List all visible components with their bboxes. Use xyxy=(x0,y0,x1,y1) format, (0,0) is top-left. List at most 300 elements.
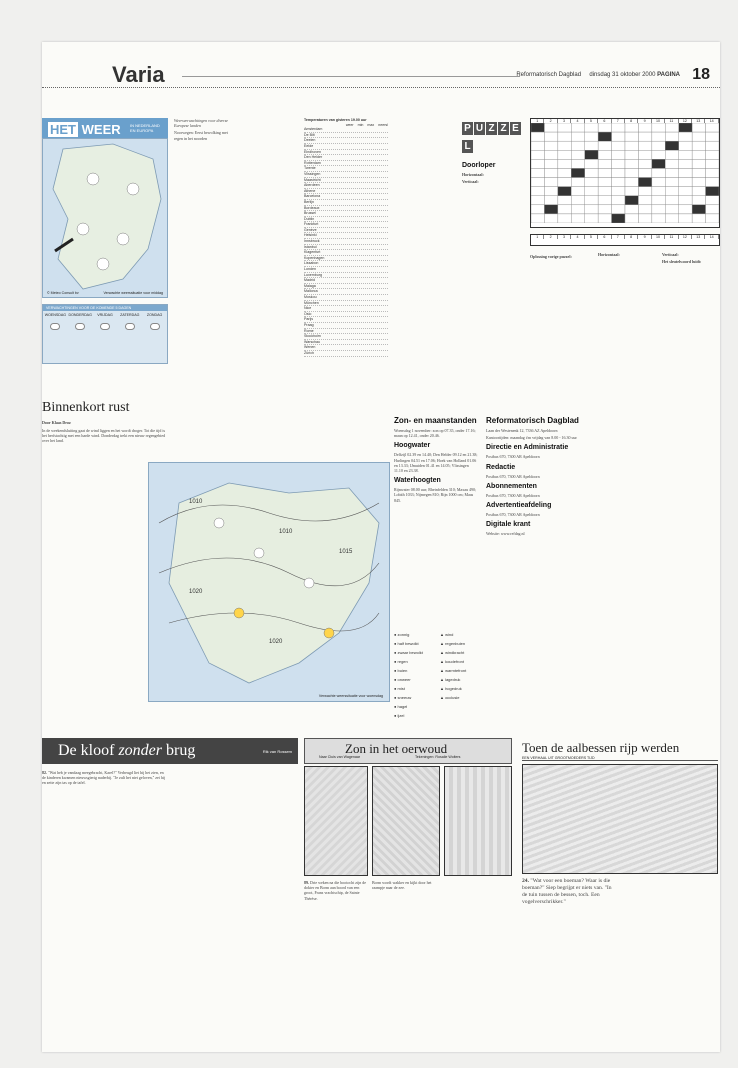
puzzle-title-letter: P xyxy=(462,122,473,135)
cloud-icon xyxy=(150,323,160,330)
children-text-2 xyxy=(624,878,718,1050)
forecast-day: ZONDAG xyxy=(142,311,167,336)
grid-cell xyxy=(571,196,584,205)
grid-cell xyxy=(638,214,651,223)
grid-cell xyxy=(598,196,611,205)
grid-cell xyxy=(571,187,584,196)
grid-number: 12 xyxy=(679,119,692,123)
grid-number: 2 xyxy=(544,235,557,239)
grid-number: 6 xyxy=(598,235,611,239)
grid-cell xyxy=(692,132,705,141)
sun-icon xyxy=(324,628,334,638)
grid-cell xyxy=(612,141,625,150)
grid-cell xyxy=(571,123,584,132)
city-row: Aberdeen xyxy=(304,183,388,189)
grid-cell xyxy=(665,168,678,177)
grid-cell xyxy=(625,214,638,223)
comic-title: Zon in het oerwoud xyxy=(345,741,448,756)
serial-author: Rik van Rossem xyxy=(262,749,292,754)
grid-cell xyxy=(585,196,598,205)
grid-cell xyxy=(558,159,571,168)
grid-cell xyxy=(612,178,625,187)
puzzle-title xyxy=(462,118,522,152)
grid-cell xyxy=(665,159,678,168)
city-row: Istanbul xyxy=(304,245,388,251)
city-row: Stockholm xyxy=(304,334,388,340)
grid-cell xyxy=(706,178,719,187)
grid-cell xyxy=(665,187,678,196)
grid-cell xyxy=(625,123,638,132)
city-row: Brussel xyxy=(304,211,388,217)
legend-item: ▲ warmtefront xyxy=(440,668,467,673)
grid-number: 12 xyxy=(679,235,692,239)
grid-cell xyxy=(679,214,692,223)
grid-cell xyxy=(585,123,598,132)
section-title: Varia xyxy=(112,62,165,87)
city-row: Nice xyxy=(304,306,388,312)
grid-cell xyxy=(652,187,665,196)
grid-cell xyxy=(638,123,651,132)
city-row: Helsinki xyxy=(304,233,388,239)
grid-cell xyxy=(638,196,651,205)
weather-headline: Binnenkort rust xyxy=(42,400,130,415)
grid-cell xyxy=(665,196,678,205)
grid-cell xyxy=(638,168,651,177)
grid-cell xyxy=(679,196,692,205)
city-row: Maastricht xyxy=(304,178,388,184)
city-row: Mallorca xyxy=(304,289,388,295)
puzzle-clues-2: Oplossing vorige puzzel: xyxy=(530,254,572,259)
city-row: Wenen xyxy=(304,345,388,351)
europe-map-svg xyxy=(149,463,389,701)
grid-cell xyxy=(544,214,557,223)
city-row: De Bilt xyxy=(304,133,388,139)
grid-cell xyxy=(652,168,665,177)
grid-cell xyxy=(625,196,638,205)
city-row: Oslo xyxy=(304,312,388,318)
grid-cell xyxy=(706,159,719,168)
masthead xyxy=(42,42,720,88)
cloud-icon xyxy=(125,323,135,330)
sleutelwoord-strip xyxy=(530,234,720,246)
grid-cell xyxy=(571,159,584,168)
grid-cell xyxy=(612,168,625,177)
grid-cell xyxy=(531,196,544,205)
grid-cell xyxy=(558,205,571,214)
cloud-icon xyxy=(214,518,224,528)
grid-cell xyxy=(585,159,598,168)
grid-number: 5 xyxy=(585,119,598,123)
city-row: Luxemburg xyxy=(304,273,388,279)
grid-cell xyxy=(652,132,665,141)
forecast-day: WOENSDAG xyxy=(43,311,68,336)
grid-cell xyxy=(612,196,625,205)
grid-cell xyxy=(665,150,678,159)
cloud-icon xyxy=(127,183,139,195)
grid-cell xyxy=(692,159,705,168)
grid-cell xyxy=(598,159,611,168)
netherlands-weather-map xyxy=(42,138,168,298)
europe-text-col-1: Weersverwachtingen voor diverse Europese landen Noorwegen: Eerst bewolking met regen in het noorden xyxy=(174,118,229,141)
colofon-title: Reformatorisch Dagblad xyxy=(486,416,579,425)
grid-cell xyxy=(625,159,638,168)
grid-cell xyxy=(531,141,544,150)
city-row: Moskou xyxy=(304,295,388,301)
grid-cell xyxy=(531,123,544,132)
grid-number: 14 xyxy=(705,119,718,123)
grid-cell xyxy=(558,214,571,223)
five-day-forecast xyxy=(42,304,168,364)
grid-cell xyxy=(706,150,719,159)
grid-number: 11 xyxy=(665,119,678,123)
grid-cell xyxy=(585,150,598,159)
grid-cell xyxy=(558,141,571,150)
newspaper-page xyxy=(42,42,720,1052)
grid-cell xyxy=(692,178,705,187)
grid-cell xyxy=(706,141,719,150)
grid-cell xyxy=(544,196,557,205)
comic-panel-2 xyxy=(372,766,440,876)
puzzle-name: Doorloper xyxy=(462,162,496,169)
grid-cell xyxy=(679,132,692,141)
grid-cell xyxy=(571,205,584,214)
grid-cell xyxy=(598,141,611,150)
grid-cell xyxy=(571,132,584,141)
grid-cell xyxy=(638,187,651,196)
grid-cell xyxy=(612,150,625,159)
city-row: Frankfurt xyxy=(304,222,388,228)
grid-cell xyxy=(544,159,557,168)
grid-cell xyxy=(638,159,651,168)
city-row: Kopenhagen xyxy=(304,256,388,262)
legend-item: ● half bewolkt xyxy=(394,641,419,646)
grid-cell xyxy=(544,187,557,196)
children-story-subtitle: EEN VERHAAL UIT GROOTMOEDERS TIJD xyxy=(522,756,718,761)
grid-cell xyxy=(558,150,571,159)
grid-number: 13 xyxy=(692,235,705,239)
grid-cell xyxy=(692,196,705,205)
grid-cell xyxy=(679,141,692,150)
grid-cell xyxy=(585,214,598,223)
grid-number: 7 xyxy=(612,235,625,239)
cloud-icon xyxy=(304,578,314,588)
cloud-icon xyxy=(75,323,85,330)
legend-item: ● regen xyxy=(394,659,408,664)
masthead-date: dinsdag 31 oktober 2000 xyxy=(589,72,656,78)
grid-cell xyxy=(652,214,665,223)
grid-cell xyxy=(598,123,611,132)
puzzle-title-letter: Z xyxy=(498,122,509,135)
sun-moon-title: Zon- en maanstanden xyxy=(394,416,477,425)
puzzle-solution: Horizontaal: xyxy=(598,252,620,257)
puzzle-title-letter: E xyxy=(510,122,521,135)
grid-cell xyxy=(585,178,598,187)
grid-cell xyxy=(692,150,705,159)
map-caption: Verwachte weerssituatie voor middag xyxy=(103,291,163,295)
grid-cell xyxy=(679,150,692,159)
city-row: Zürich xyxy=(304,351,388,357)
comic-caption-2: Borm wordt wakker en kijkt door het raampje naar de zee. xyxy=(372,880,432,891)
legend-item: ● onweer xyxy=(394,677,411,682)
grid-cell xyxy=(612,205,625,214)
grid-number: 8 xyxy=(625,119,638,123)
grid-cell xyxy=(598,150,611,159)
grid-cell xyxy=(531,205,544,214)
grid-cell xyxy=(598,168,611,177)
page-number: 18 xyxy=(692,66,710,83)
city-row: Innsbruck xyxy=(304,239,388,245)
svg-text:1010: 1010 xyxy=(189,499,203,505)
grid-cell xyxy=(652,205,665,214)
sun-icon xyxy=(234,608,244,618)
grid-cell xyxy=(558,132,571,141)
sleutel-numbers xyxy=(531,235,719,239)
city-row: Dublin xyxy=(304,217,388,223)
city-row: Eindhoven xyxy=(304,150,388,156)
grid-cell xyxy=(571,168,584,177)
city-row: Athene xyxy=(304,189,388,195)
comic-panel-3 xyxy=(444,766,512,876)
grid-cell xyxy=(665,205,678,214)
city-row: Twente xyxy=(304,166,388,172)
grid-number: 7 xyxy=(612,119,625,123)
grid-cell xyxy=(625,141,638,150)
grid-number: 9 xyxy=(638,235,651,239)
svg-text:1015: 1015 xyxy=(339,549,353,555)
grid-cell xyxy=(638,141,651,150)
grid-cell xyxy=(706,214,719,223)
puzzle-title-letter: U xyxy=(475,123,484,134)
grid-cell xyxy=(679,178,692,187)
comic-credits-1: Naar Cluis van Wagenaar xyxy=(319,755,361,759)
city-row: Madrid xyxy=(304,278,388,284)
grid-number: 8 xyxy=(625,235,638,239)
cloud-icon xyxy=(254,548,264,558)
sun-moon-text: Woensdag 1 november: zon op 07.35, onder 17.16; maan op 12.41, onder 20.46. Hoogwater Delfzijl 02.39 en 14.40; Den Helder 09.12 en 21.38; Harlingen 04.51 en 17.06; Hoek van Holland 01.06 en 13.33; IJmuiden 01.41 en 14.05; Vlissingen 11.10 en 23.38. Waterhoogten Rijnwater 08.00 uur; Rheinfelden 310; Maxau 490; Lobith 1033; Nijmegen 810; Rijn 1000 cm; Maas 845. xyxy=(394,428,478,503)
grid-cell xyxy=(598,178,611,187)
cloud-icon xyxy=(87,173,99,185)
weather-legend xyxy=(394,632,484,732)
map-copyright: © Meteo Consult bv xyxy=(47,291,79,295)
city-row: Barcelona xyxy=(304,194,388,200)
page-label: PAGINA xyxy=(657,72,680,78)
grid-cell xyxy=(652,150,665,159)
crossword-grid xyxy=(530,118,720,228)
grid-number: 2 xyxy=(544,119,557,123)
grid-cell xyxy=(544,205,557,214)
crossword-cells xyxy=(531,123,719,223)
weather-byline: Door Klaas Droz xyxy=(42,420,71,425)
weather-brand: HET WEER xyxy=(50,122,121,137)
children-illustration xyxy=(522,764,718,874)
grid-cell xyxy=(585,187,598,196)
grid-cell xyxy=(638,150,651,159)
grid-cell xyxy=(585,205,598,214)
legend-item: ▲ wind xyxy=(440,632,454,637)
grid-cell xyxy=(706,196,719,205)
grid-number: 1 xyxy=(531,119,544,123)
grid-cell xyxy=(652,196,665,205)
grid-cell xyxy=(692,141,705,150)
forecast-day: DONDERDAG xyxy=(68,311,93,336)
city-row: Lissabon xyxy=(304,261,388,267)
grid-cell xyxy=(638,132,651,141)
grid-cell xyxy=(692,205,705,214)
legend-item: ▲ occlusie xyxy=(440,695,460,700)
forecast-day: ZATERDAG xyxy=(117,311,142,336)
city-row: Londen xyxy=(304,267,388,273)
grid-number: 6 xyxy=(598,119,611,123)
grid-cell xyxy=(652,141,665,150)
grid-cell xyxy=(679,205,692,214)
table-col-header: max xyxy=(367,122,375,127)
colofon-text: Laan der Westenenk 12, 7336 AZ Apeldoorn Kantoortijden: maandag t/m vrijdag van 8.00 - 16.30 uur Directie en Administratie Postbus 670, 7300 AR Apeldoorn Redactie Postbus 670, 7300 AR Apeldoorn Abonnementen Postbus 670, 7300 AR Apeldoorn Advertentieafdeling Postbus 670, 7300 AR Apeldoorn Digitale krant Website: www.refdag.nl xyxy=(486,428,577,537)
grid-number: 14 xyxy=(705,235,718,239)
grid-cell xyxy=(544,168,557,177)
grid-cell xyxy=(598,132,611,141)
grid-cell xyxy=(612,214,625,223)
grid-cell xyxy=(692,214,705,223)
puzzle-clues: Horizontaal: Verticaal: xyxy=(462,172,484,185)
puzzle-solution-2: Verticaal: Het sleutelwoord luidt: xyxy=(662,252,702,265)
grid-number: 4 xyxy=(571,235,584,239)
grid-number: 1 xyxy=(531,235,544,239)
grid-cell xyxy=(598,214,611,223)
cloud-icon xyxy=(50,323,60,330)
grid-number: 10 xyxy=(652,235,665,239)
grid-cell xyxy=(571,178,584,187)
grid-cell xyxy=(558,178,571,187)
serial-banner xyxy=(42,738,298,764)
comic-panel-1 xyxy=(304,766,368,876)
weather-banner xyxy=(42,118,168,138)
children-text-1: 24. "Wat voor een boeman? Waar is die boeman?" Siep begrijpt er niets van. "In de tuin tussen de bessen, toch. Een vogelverschrikker." xyxy=(522,878,612,905)
grid-cell xyxy=(665,214,678,223)
grid-cell xyxy=(706,168,719,177)
masthead-info xyxy=(516,72,680,78)
grid-cell xyxy=(571,141,584,150)
grid-cell xyxy=(531,159,544,168)
legend-item: ▲ windkracht xyxy=(440,650,465,655)
city-row: Praag xyxy=(304,323,388,329)
grid-cell xyxy=(544,141,557,150)
grid-cell xyxy=(679,187,692,196)
grid-cell xyxy=(665,132,678,141)
grid-cell xyxy=(544,123,557,132)
forecast-header: VERWACHTINGEN VOOR DE KOMENDE 5 DAGEN xyxy=(43,305,167,311)
city-row: Warschau xyxy=(304,340,388,346)
europe-text-col-3 xyxy=(392,118,454,438)
children-story-title: Toen de aalbessen rijp werden xyxy=(522,740,680,755)
grid-cell xyxy=(706,132,719,141)
table-col-header: neersl xyxy=(378,122,388,127)
grid-cell xyxy=(625,187,638,196)
city-rows xyxy=(304,127,388,356)
city-row: München xyxy=(304,301,388,307)
grid-cell xyxy=(706,123,719,132)
forecast-day: VRIJDAG xyxy=(93,311,118,336)
weather-lead: In de weekendsluiting gaat de wind liggen en het wordt droger. Tot die tijd is het herfstachtig met een harde wind. Donderdag trekt een nieuw regengebied over het land. xyxy=(42,428,166,444)
puzzle-title-letter: Z xyxy=(486,122,497,135)
city-row: Parijs xyxy=(304,317,388,323)
cloud-icon xyxy=(117,233,129,245)
city-row: Malaga xyxy=(304,284,388,290)
svg-text:1020: 1020 xyxy=(189,589,203,595)
city-row: Klagenfurt xyxy=(304,250,388,256)
grid-cell xyxy=(612,123,625,132)
grid-cell xyxy=(544,178,557,187)
svg-text:1010: 1010 xyxy=(279,529,293,535)
grid-number: 9 xyxy=(638,119,651,123)
grid-cell xyxy=(544,150,557,159)
serial-text-1: 82. "Wat heb je vandaag meegebracht, Karel?" Verheugd liet hij het zien, en de kinderen kwamen nieuwsgierig naderbij. "Je zult het niet geloven," zei hij en zette zijn tas op de tafel. xyxy=(42,770,166,786)
serial-title: De kloof zonder brug xyxy=(58,742,196,759)
grid-cell xyxy=(706,187,719,196)
paper-name: Reformatorisch Dagblad xyxy=(516,72,582,78)
comic-caption-3 xyxy=(444,880,512,1050)
legend-item: ● sneeuw xyxy=(394,695,412,700)
grid-cell xyxy=(558,196,571,205)
legend-item: ● mist xyxy=(394,686,405,691)
grid-cell xyxy=(706,205,719,214)
grid-cell xyxy=(638,205,651,214)
comic-banner xyxy=(304,738,512,764)
grid-number: 4 xyxy=(571,119,584,123)
cloud-icon xyxy=(77,223,89,235)
grid-cell xyxy=(665,178,678,187)
europe-weather-map xyxy=(148,462,390,702)
legend-item: ● ijzel xyxy=(394,713,405,718)
grid-cell xyxy=(625,168,638,177)
city-row: Bordeaux xyxy=(304,206,388,212)
grid-cell xyxy=(638,178,651,187)
grid-number: 5 xyxy=(585,235,598,239)
grid-cell xyxy=(558,187,571,196)
puzzle-title-letter: L xyxy=(462,140,473,153)
legend-item: ▲ regenbuien xyxy=(440,641,466,646)
serial-text-2 xyxy=(172,770,296,1050)
comic-credits-2: Tekeningen: Rosalie Wolters xyxy=(415,755,461,759)
grid-cell xyxy=(558,168,571,177)
grid-cell xyxy=(598,205,611,214)
grid-cell xyxy=(571,214,584,223)
masthead-rule xyxy=(182,76,520,77)
grid-cell xyxy=(585,132,598,141)
cloud-icon xyxy=(100,323,110,330)
grid-cell xyxy=(531,168,544,177)
grid-cell xyxy=(531,150,544,159)
grid-cell xyxy=(679,159,692,168)
grid-cell xyxy=(692,168,705,177)
grid-cell xyxy=(679,123,692,132)
grid-cell xyxy=(665,141,678,150)
grid-cell xyxy=(585,141,598,150)
city-row: Den Helder xyxy=(304,155,388,161)
legend-item: ● zwaar bewolkt xyxy=(394,650,423,655)
grid-cell xyxy=(531,178,544,187)
city-row: Genève xyxy=(304,228,388,234)
grid-cell xyxy=(571,150,584,159)
grid-cell xyxy=(692,187,705,196)
grid-cell xyxy=(612,132,625,141)
city-row: Deelen xyxy=(304,138,388,144)
legend-item: ▲ koudefront xyxy=(440,659,464,664)
grid-cell xyxy=(598,187,611,196)
grid-cell xyxy=(612,187,625,196)
grid-cell xyxy=(692,123,705,132)
grid-cell xyxy=(652,123,665,132)
netherlands-map-svg xyxy=(43,139,167,297)
